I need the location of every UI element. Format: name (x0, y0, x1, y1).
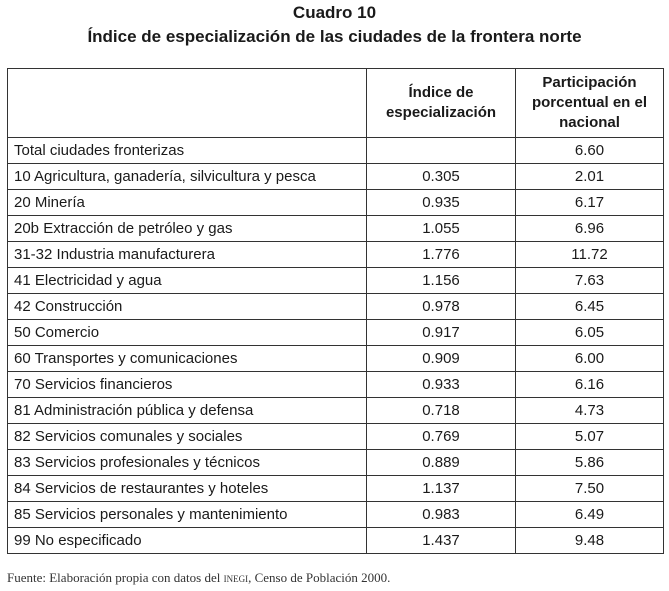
index-cell: 1.055 (367, 216, 516, 242)
index-cell: 0.917 (367, 320, 516, 346)
table-row (8, 190, 664, 216)
sector-cell: 20 Minería (8, 190, 367, 216)
table-row (8, 502, 664, 528)
sector-cell: 99 No especificado (8, 528, 367, 554)
index-cell: 0.769 (367, 424, 516, 450)
index-cell: 0.909 (367, 346, 516, 372)
table-row (8, 320, 664, 346)
index-cell: 0.983 (367, 502, 516, 528)
table-row (8, 242, 664, 268)
share-cell: 6.49 (516, 502, 664, 528)
sector-cell: 42 Construcción (8, 294, 367, 320)
share-cell: 6.60 (516, 138, 664, 164)
table-title: Índice de especialización de las ciudades de la frontera norte (87, 27, 582, 46)
sector-cell: 10 Agricultura, ganadería, silvicultura y pesca (8, 164, 367, 190)
share-cell: 5.07 (516, 424, 664, 450)
index-cell: 0.305 (367, 164, 516, 190)
share-cell: 7.63 (516, 268, 664, 294)
table-row (8, 528, 664, 554)
sector-cell: 50 Comercio (8, 320, 367, 346)
share-cell: 9.48 (516, 528, 664, 554)
source-suffix: , Censo de Población 2000. (248, 570, 391, 585)
table-row (8, 164, 664, 190)
table-row (8, 216, 664, 242)
header-index: Índice de especialización (367, 69, 516, 138)
index-cell: 1.776 (367, 242, 516, 268)
sector-cell: 82 Servicios comunales y sociales (8, 424, 367, 450)
index-cell: 1.156 (367, 268, 516, 294)
index-cell (367, 138, 516, 164)
source-note (7, 570, 390, 586)
sector-cell: 84 Servicios de restaurantes y hoteles (8, 476, 367, 502)
sector-cell: 31-32 Industria manufacturera (8, 242, 367, 268)
sector-cell: 83 Servicios profesionales y técnicos (8, 450, 367, 476)
sector-cell: 60 Transportes y comunicaciones (8, 346, 367, 372)
table-row (8, 476, 664, 502)
table-row (8, 372, 664, 398)
share-cell: 6.17 (516, 190, 664, 216)
header-share: Participación porcentual en el nacional (516, 69, 664, 138)
index-cell: 0.718 (367, 398, 516, 424)
table-body (8, 138, 664, 554)
sector-cell: 41 Electricidad y agua (8, 268, 367, 294)
share-cell: 5.86 (516, 450, 664, 476)
index-cell: 0.933 (367, 372, 516, 398)
index-cell: 1.137 (367, 476, 516, 502)
share-cell: 2.01 (516, 164, 664, 190)
table-row (8, 294, 664, 320)
sector-cell: 70 Servicios financieros (8, 372, 367, 398)
table-row (8, 398, 664, 424)
header-sector (8, 69, 367, 138)
share-cell: 6.05 (516, 320, 664, 346)
specialization-table (7, 68, 664, 554)
index-cell: 0.889 (367, 450, 516, 476)
table-number: Cuadro 10 (292, 3, 377, 22)
source-prefix: Fuente: Elaboración propia con datos del (7, 570, 224, 585)
source-agency: inegi (223, 570, 249, 585)
share-cell: 7.50 (516, 476, 664, 502)
share-cell: 11.72 (516, 242, 664, 268)
share-cell: 6.00 (516, 346, 664, 372)
table-row (8, 138, 664, 164)
header-row (8, 69, 664, 138)
share-cell: 6.96 (516, 216, 664, 242)
sector-cell: 81 Administración pública y defensa (8, 398, 367, 424)
table-row (8, 450, 664, 476)
table-row (8, 346, 664, 372)
sector-cell: 20b Extracción de petróleo y gas (8, 216, 367, 242)
sector-cell: 85 Servicios personales y mantenimiento (8, 502, 367, 528)
table-row (8, 424, 664, 450)
index-cell: 1.437 (367, 528, 516, 554)
index-cell: 0.935 (367, 190, 516, 216)
table-row (8, 268, 664, 294)
sector-cell: Total ciudades fronterizas (8, 138, 367, 164)
share-cell: 6.16 (516, 372, 664, 398)
share-cell: 4.73 (516, 398, 664, 424)
share-cell: 6.45 (516, 294, 664, 320)
index-cell: 0.978 (367, 294, 516, 320)
